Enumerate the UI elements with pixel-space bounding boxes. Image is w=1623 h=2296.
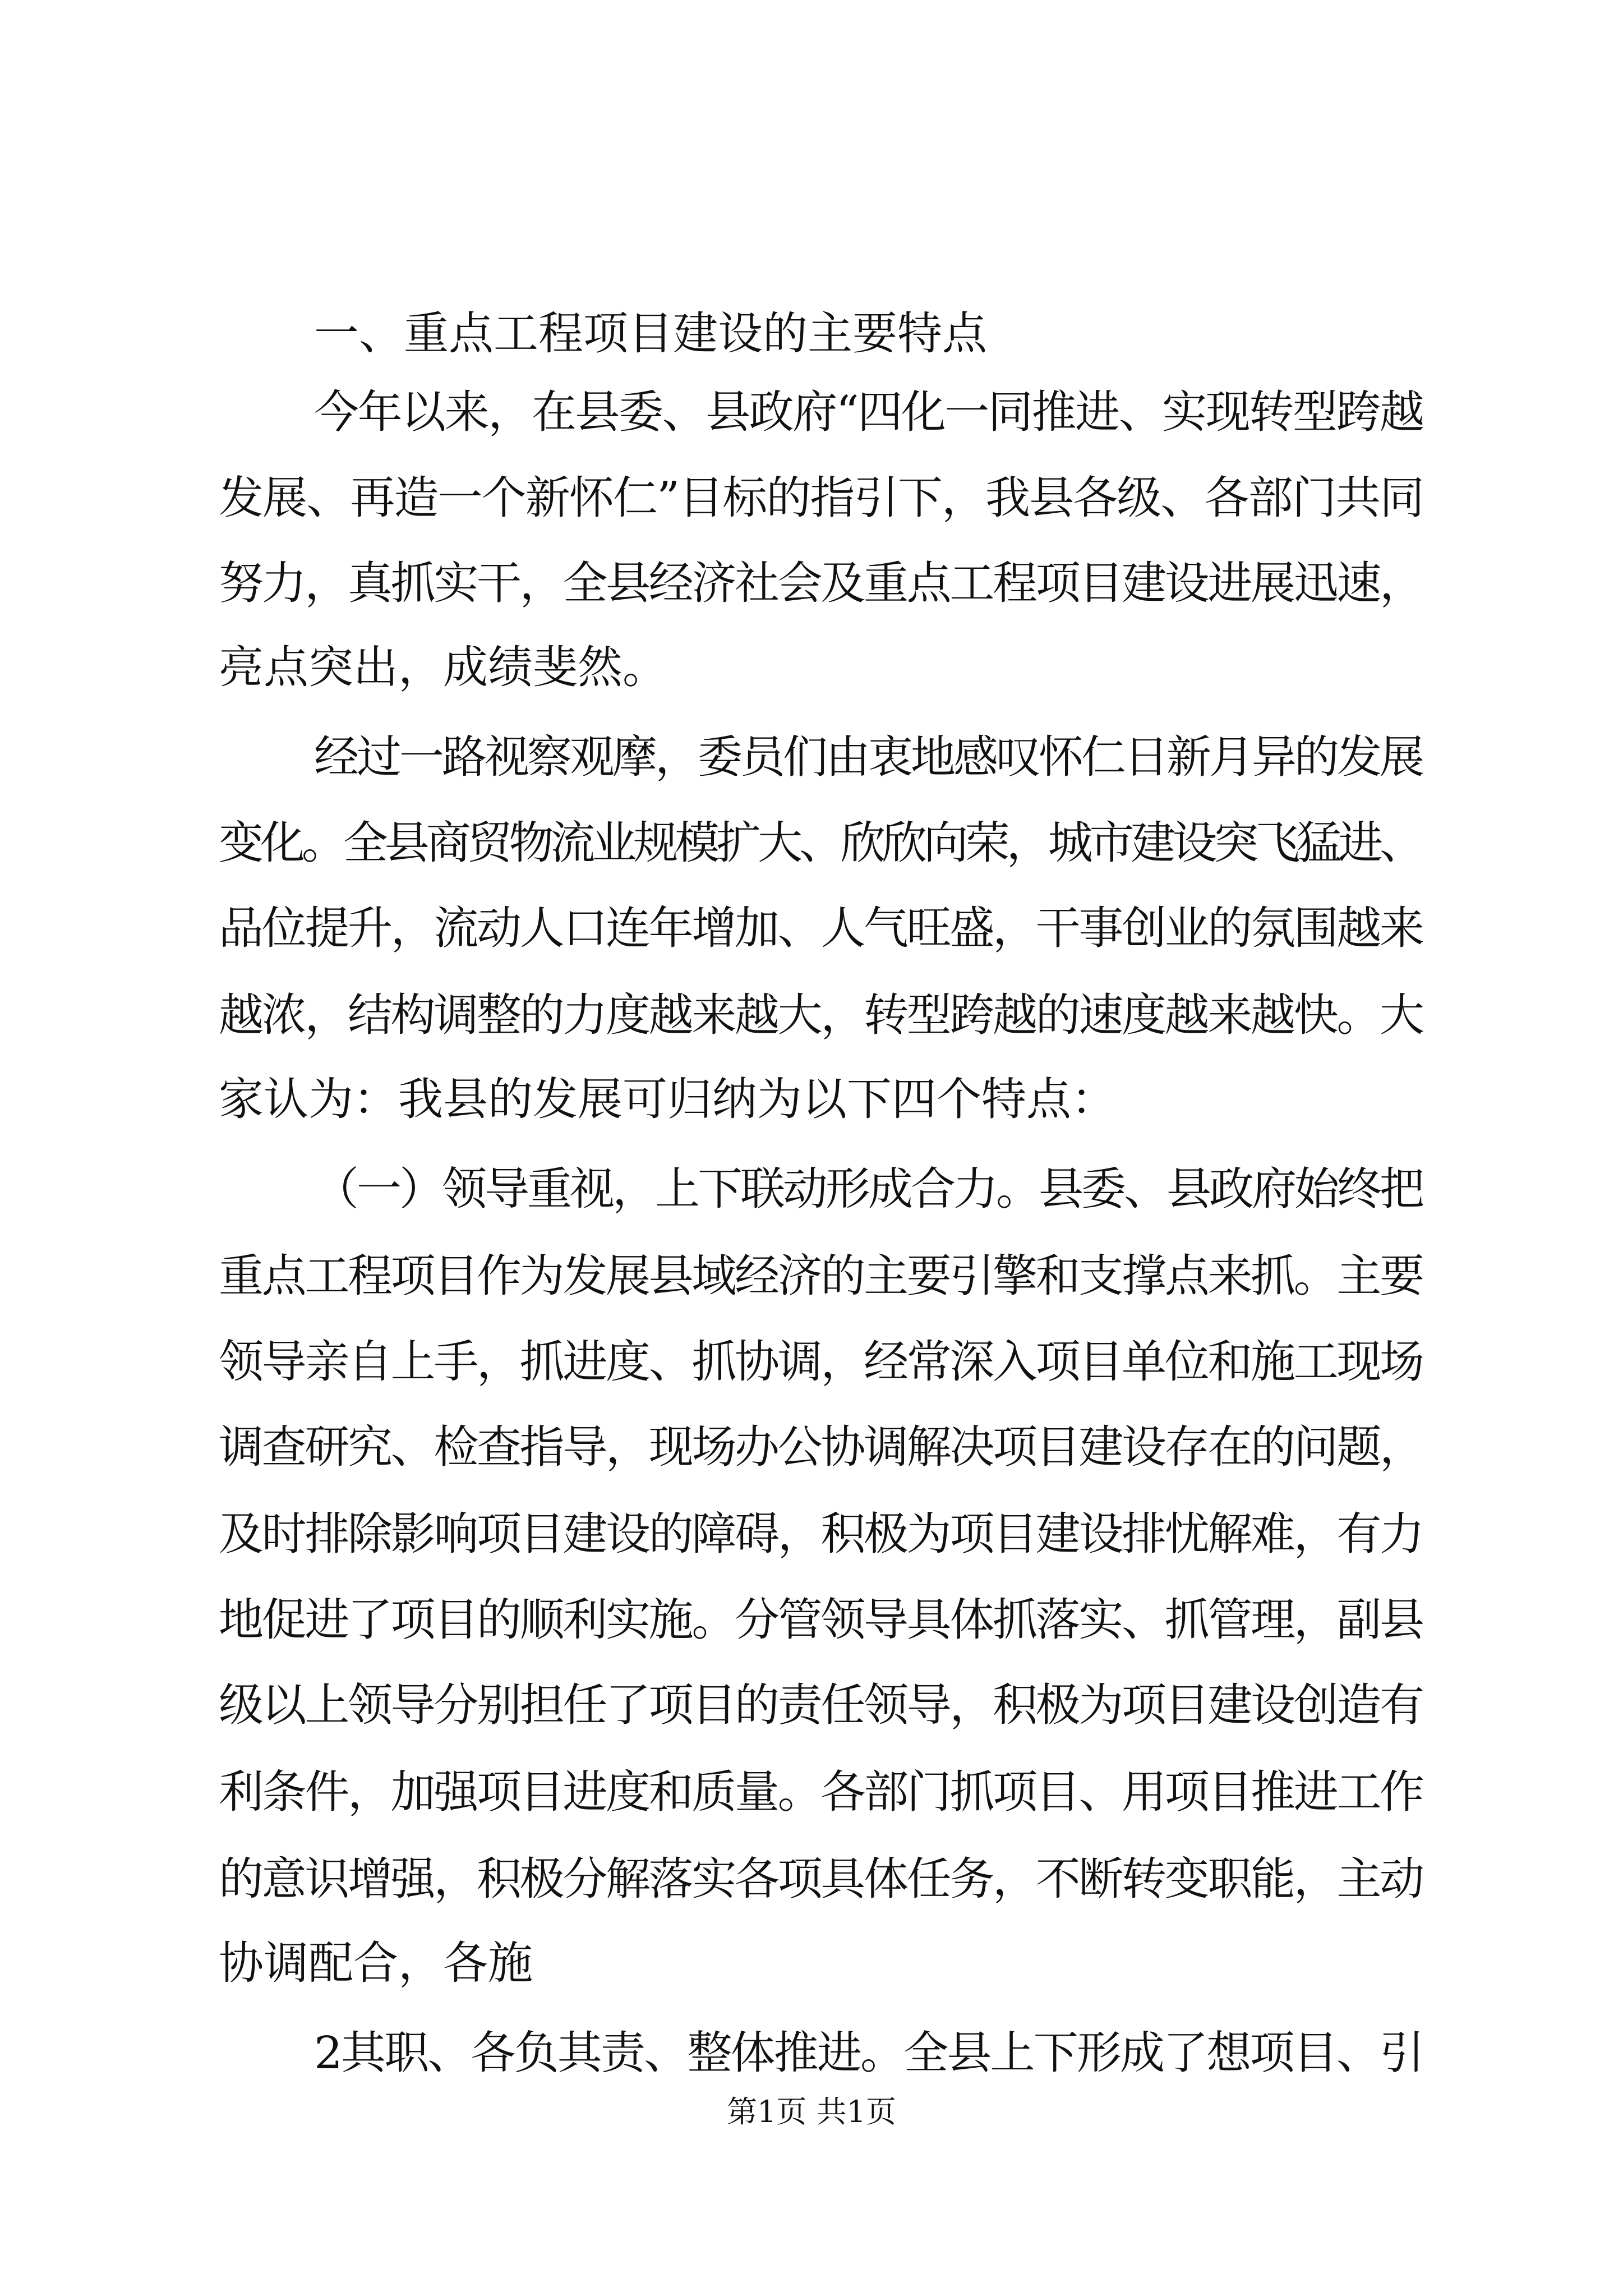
paragraph-line: 调查研究、检查指导，现场办公协调解决项目建设存在的问题， [219,1421,1423,1473]
paragraph-line: 努力，真抓实干，全县经济社会及重点工程项目建设进展迅速， [219,557,1423,609]
paragraph-line: （一）领导重视，上下联动形成合力。县委、县政府始终把 [314,1163,1422,1215]
paragraph-line: 领导亲自上手，抓进度、抓协调，经常深入项目单位和施工现场 [219,1336,1423,1388]
paragraph-line: 经过一路视察观摩，委员们由衷地感叹怀仁日新月异的发展 [314,731,1422,783]
paragraph-line: 越浓，结构调整的力度越来越大，转型跨越的速度越来越快。大 [219,989,1423,1041]
paragraph-line: 家认为：我县的发展可归纳为以下四个特点： [219,1073,1116,1125]
paragraph-line: 及时排除影响项目建设的障碍，积极为项目建设排忧解难，有力 [219,1508,1423,1560]
paragraph-line: 今年以来，在县委、县政府“四化一同推进、实现转型跨越 [314,386,1423,438]
paragraph-line: 的意识增强，积极分解落实各项具体任务，不断转变职能，主动 [219,1853,1423,1905]
paragraph-line: 级以上领导分别担任了项目的责任领导，积极为项目建设创造有 [219,1679,1423,1731]
page-footer: 第1页 共1页 [727,2094,896,2129]
paragraph-line: 品位提升，流动人口连年增加、人气旺盛，干事创业的氛围越来 [219,902,1423,954]
paragraph-line: 协调配合，各施 [219,1937,533,1989]
section-heading: 一、重点工程项目建设的主要特点 [314,307,987,360]
paragraph-line: 利条件，加强项目进度和质量。各部门抓项目、用项目推进工作 [219,1766,1423,1818]
paragraph-line: 变化。全县商贸物流业规模扩大、欣欣向荣，城市建设突飞猛进、 [219,817,1421,869]
paragraph-line: 重点工程项目作为发展县域经济的主要引擎和支撑点来抓。主要 [219,1250,1423,1302]
paragraph-line: 2其职、各负其责、整体推进。全县上下形成了想项目、引 [314,2027,1423,2079]
paragraph-line: 地促进了项目的顺利实施。分管领导具体抓落实、抓管理，副县 [219,1594,1423,1646]
paragraph-line: 发展、再造一个新怀仁”目标的指引下，我县各级、各部门共同 [219,472,1424,524]
paragraph-line: 亮点突出，成绩斐然。 [219,641,667,693]
